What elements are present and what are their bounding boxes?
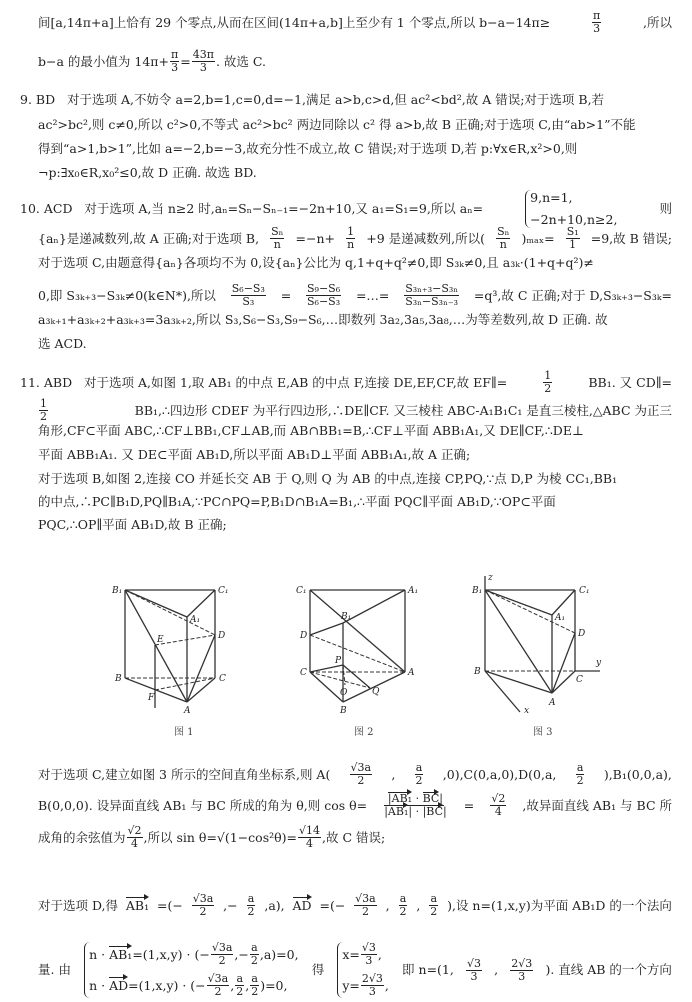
text-run: S₁ [566, 225, 579, 238]
figure-1-caption: 图 1 [174, 727, 194, 738]
figure-label: A [184, 706, 191, 716]
text-run: ,所以 [643, 14, 672, 30]
text-run: a [247, 892, 255, 905]
edge [552, 633, 575, 693]
text-run: 选 ACD. [38, 336, 87, 351]
text-run: = [280, 287, 292, 303]
text-run: =(− [319, 897, 346, 913]
text-run: 11. ABD 对于选项 A,如图 1,取 AB₁ 的中点 E,AB 的中点 F,连接 DE,EF,CF,故 EF∥= [20, 374, 508, 390]
text-run: =…= [355, 287, 390, 303]
text-run: | [439, 792, 444, 805]
text-run: 1 [569, 238, 577, 251]
edge [187, 590, 215, 617]
figure-label: C₁ [579, 586, 590, 596]
edge [125, 590, 187, 702]
text-run: ,故 C 错误; [322, 829, 386, 845]
text-run: 2 [576, 774, 584, 787]
text-run: )ₘₐₓ= [521, 230, 555, 246]
text-run: √3a [211, 941, 233, 954]
figure-label: E [157, 635, 164, 645]
text-run: = [463, 797, 475, 813]
edge [485, 590, 552, 615]
edge [310, 665, 343, 672]
figure-label: A [408, 668, 415, 678]
text-run: S₃ₙ₊₃−S₃ₙ [405, 282, 459, 295]
text-run: Sₙ [271, 225, 284, 238]
text-run: ). 直线 AB 的一个方向 [545, 962, 672, 977]
text-run: 角形,CF⊂平面 ABC,∴CF⊥BB₁,CF⊥AB,而 AB∩BB₁=B,∴CF⊥平面 ABB₁A₁,又 DE∥CF,∴DE⊥ [38, 423, 584, 438]
figure-label: C₁ [296, 586, 307, 596]
text-run: −2n+10,n≥2, [530, 212, 618, 227]
vector: BC [422, 792, 440, 805]
edge [310, 590, 405, 672]
text-run: 43π [192, 48, 214, 61]
figure-label: B [115, 674, 122, 684]
figure-1 [111, 586, 229, 738]
text-run: √3 [361, 941, 376, 954]
text-run: 则 [659, 201, 672, 216]
text-run: , [245, 977, 250, 993]
text-run: √3a [192, 892, 214, 905]
text-run: 4 [131, 837, 139, 850]
text-run: √14 [299, 824, 321, 837]
figure-label: B [474, 667, 481, 677]
figure-label: D [578, 629, 586, 639]
text-run: ¬p:∃x₀∈R,x₀²≤0,故 D 正确. 故选 BD. [38, 165, 257, 180]
text-run: 量. 由 [38, 962, 71, 977]
text-run: 的中点,∴PC∥B₁D,PQ∥B₁A,∵PC∩PQ=P,B₁D∩B₁A=B₁,∴平面 PQC∥平面 AB₁D,∵OP⊂平面 [38, 494, 556, 509]
text-run: 1 [544, 369, 552, 382]
figure-2-caption: 图 2 [354, 727, 374, 738]
figure-label: A₁ [408, 586, 419, 596]
vector: AB₁ [125, 897, 150, 913]
text-run: 10. ACD 对于选项 A,当 n≥2 时,aₙ=Sₙ−Sₙ₋₁=−2n+10,又 a₁=S₁=9,所以 aₙ= [20, 201, 484, 216]
text-run: = [180, 53, 191, 69]
text-run: 3 [171, 61, 179, 74]
vector: AD [292, 897, 312, 913]
edge [552, 671, 575, 693]
text-run: =q³,故 C 正确;对于 D,S₃ₖ₊₃−S₃ₖ= [473, 287, 672, 303]
text-run: +9 是递减数列,所以( [366, 230, 486, 246]
text-run: =(1,x,y) · (− [128, 977, 206, 993]
figure-label: D [218, 631, 226, 641]
text-run: =9,故 B 错误; [590, 230, 672, 246]
text-run: {aₙ}是递减数列,故 A 正确;对于选项 B, [38, 230, 260, 246]
figure-3 [471, 573, 602, 738]
text-run: 即 n=(1, [402, 962, 454, 977]
text-run: 2 [361, 905, 369, 918]
vector: AB₁ [109, 946, 133, 962]
text-run: 2 [251, 985, 259, 998]
text-run: 3 [365, 954, 373, 967]
text-run: 2 [430, 905, 438, 918]
text-run: a [430, 892, 437, 905]
text-run: ,a)=0, [259, 946, 299, 962]
text-run: , [391, 766, 396, 782]
figure-label: C [219, 674, 226, 684]
figure-label: B₁ [472, 586, 483, 596]
figure-label: B₁ [341, 612, 352, 622]
edge [310, 672, 343, 702]
edge [552, 590, 575, 615]
text-run: 4 [494, 805, 502, 818]
text-run: a₃ₖ₊₁+a₃ₖ₊₂+a₃ₖ₊₃=3a₃ₖ₊₂,所以 S₃,S₆−S₃,S₉−S₆,…即数列 3a₂,3a₅,3a₈,…为等差数列,故 D 正确. 故 [38, 312, 608, 327]
text-run: 2 [40, 410, 47, 423]
figure-label: z [488, 573, 493, 583]
text-run: π [170, 48, 179, 61]
text-run: √3 [467, 956, 482, 970]
text-run: 对于选项 C,建立如图 3 所示的空间直角坐标系,则 A( [38, 766, 331, 782]
text-run: S₃ₙ−S₃ₙ₋₃ [405, 295, 459, 308]
text-run: BB₁. 又 CD∥= [588, 374, 672, 390]
text-run: =(− [157, 897, 183, 913]
text-run: , [494, 962, 499, 977]
text-run: , [384, 977, 389, 993]
text-run: . 故选 C. [215, 53, 266, 69]
text-run: , [385, 897, 390, 913]
text-run: 1 [40, 397, 47, 410]
text-run: 3 [470, 969, 478, 983]
vector: AD [109, 977, 129, 993]
figure-label: F [148, 693, 155, 703]
text-run: π [592, 9, 601, 22]
text-run: n [499, 238, 507, 251]
text-run: 2 [236, 985, 244, 998]
hidden-edge [155, 635, 215, 645]
text-run: 3 [518, 969, 526, 983]
edge [125, 590, 187, 617]
text-run: ),设 n=(1,x,y)为平面 AB₁D 的一个法向 [447, 897, 672, 913]
text-run: √3a [207, 972, 229, 985]
figure-label: A [549, 698, 556, 708]
text-run: 得 [311, 962, 325, 977]
text-run: =−n+ [295, 230, 335, 246]
hidden-edge [155, 678, 215, 690]
text-run: 9. BD 对于选项 A,不妨令 a=2,b=1,c=0,d=−1,满足 a>b,c>d,但 ac²<bd²,故 A 错误;对于选项 B,若 [20, 92, 605, 107]
text-run: BB₁,∴四边形 CDEF 为平行四边形,∴DE∥CF. 又三棱柱 ABC-A₁B₁C₁ 是直三棱柱,△ABC 为正三 [134, 402, 672, 418]
text-run: 间[a,14π+a]上恰有 29 个零点,从而在区间(14π+a,b]上至少有 1 个零点,所以 b−a−14π≥ [38, 14, 551, 30]
text-run: ,− [223, 897, 238, 913]
text-run: a [576, 761, 584, 774]
text-run: n · [89, 946, 110, 962]
text-run: 9,n=1, [530, 190, 573, 205]
text-run: 3 [368, 985, 376, 998]
text-run: a [236, 972, 243, 985]
figure-label: A₁ [555, 613, 566, 623]
figure-label: C [300, 668, 307, 678]
edge [485, 590, 552, 693]
text-run: √2 [491, 792, 506, 805]
text-run: x= [342, 946, 360, 962]
vector: |AB₁ [387, 792, 413, 805]
text-run: ,所以 sin θ=√(1−cos²θ)= [143, 829, 298, 845]
text-run: 2 [214, 985, 222, 998]
text-run: , [416, 897, 421, 913]
text-run: ,故异面直线 AB₁ 与 BC 所 [522, 797, 672, 813]
text-run: 3 [593, 22, 601, 35]
vector: BC [426, 805, 443, 818]
text-run: a [251, 941, 258, 954]
text-run: a [415, 761, 423, 774]
figure-label: P [335, 656, 342, 666]
text-run: =(1,x,y) · (− [132, 946, 210, 962]
text-run: 2 [218, 954, 226, 967]
text-run: 对于选项 D,得 [38, 897, 119, 913]
text-run: 1 [347, 225, 355, 238]
text-run: 2 [415, 774, 423, 787]
edge [310, 623, 343, 635]
figure-2 [296, 586, 418, 738]
text-run: S₃ [242, 295, 255, 308]
text-run: S₉−S₆ [307, 282, 341, 295]
text-run: )=0, [260, 977, 288, 993]
text-run: 0,即 S₃ₖ₊₃−S₃ₖ≠0(k∈N*),所以 [38, 287, 216, 303]
text-run: , [377, 946, 382, 962]
text-run: √2 [127, 824, 142, 837]
text-run: 2 [544, 382, 552, 395]
text-run: ac²>bc²,则 c≠0,所以 c²>0,不等式 ac²>bc² 两边同除以 c² 得 a>b,故 B 正确;对于选项 C,由“ab>1”不能 [38, 117, 636, 132]
text-run: ,a), [264, 897, 285, 913]
text-run: · [412, 792, 423, 805]
text-run: 2 [199, 905, 207, 918]
figure-label: D [300, 631, 308, 641]
text-run: n [347, 238, 355, 251]
text-run: 2√3 [361, 972, 383, 985]
text-run: S₆−S₃ [231, 282, 265, 295]
text-run: 得到“a>1,b>1”,比如 a=−2,b=−3,故充分性不成立,故 C 错误;对于选项 D,若 p:∀x∈R,x²>0,则 [38, 141, 578, 156]
text-run: 2 [247, 905, 255, 918]
figure-label: Q [372, 687, 380, 697]
edge [343, 590, 405, 623]
text-run: Sₙ [497, 225, 510, 238]
text-run: √3a [355, 892, 376, 905]
text-run: 2 [357, 774, 365, 787]
figure-label: x [524, 706, 530, 716]
figure-label: C₁ [218, 586, 229, 596]
figure-label: B₁ [112, 586, 123, 596]
text-run: n [273, 238, 281, 251]
hidden-edge [125, 590, 215, 635]
figure-label: A₁ [190, 615, 201, 625]
text-run: 3 [199, 61, 207, 74]
hidden-edge [310, 635, 405, 672]
text-run: ,− [234, 946, 249, 962]
vector: |AB₁ [384, 805, 409, 818]
figure-label: B [340, 706, 347, 716]
text-run: ,0),C(0,a,0),D(0,a, [442, 766, 557, 782]
text-run: 成角的余弦值为 [38, 829, 126, 845]
text-run: √3a [350, 761, 372, 774]
figure-label: y [596, 658, 602, 668]
text-run: PQC,∴OP∥平面 AB₁D,故 B 正确; [38, 517, 227, 532]
text-run: 2√3 [511, 956, 533, 970]
text-run: 对于选项 C,由题意得{aₙ}各项均不为 0,设{aₙ}公比为 q,1+q+q²≠0,即 S₃ₖ≠0,且 a₃ₖ·(1+q+q²)≠ [38, 255, 594, 270]
text-run: a [251, 972, 258, 985]
text-run: 2 [399, 905, 407, 918]
text-run: , [230, 977, 235, 993]
figure-label: C [576, 675, 583, 685]
figure-label: O [340, 688, 348, 698]
text-run: 对于选项 B,如图 2,连接 CO 并延长交 AB 于 Q,则 Q 为 AB 的中点,连接 CP,PQ,∵点 D,P 为棱 CC₁,BB₁ [38, 471, 618, 486]
text-run: y= [342, 977, 360, 993]
edge [187, 635, 215, 702]
text-run: 2 [250, 954, 258, 967]
text-run: n · [89, 977, 110, 993]
text-run: b−a 的最小值为 14π+ [38, 53, 169, 69]
text-run: | · | [408, 805, 427, 818]
edge [187, 678, 215, 702]
text-run: a [399, 892, 407, 905]
text-run: 平面 ABB₁A₁. 又 DE⊂平面 AB₁D,所以平面 AB₁D⊥平面 ABB₁A₁,故 A 正确; [38, 447, 471, 462]
text-run: B(0,0,0). 设异面直线 AB₁ 与 BC 所成的角为 θ,则 cos θ= [38, 797, 368, 813]
text-run: 4 [306, 837, 314, 850]
text-run: ),B₁(0,0,a), [603, 766, 672, 782]
figure-3-caption: 图 3 [533, 727, 553, 738]
text-run: | [443, 805, 447, 818]
text-run: S₆−S₃ [307, 295, 341, 308]
